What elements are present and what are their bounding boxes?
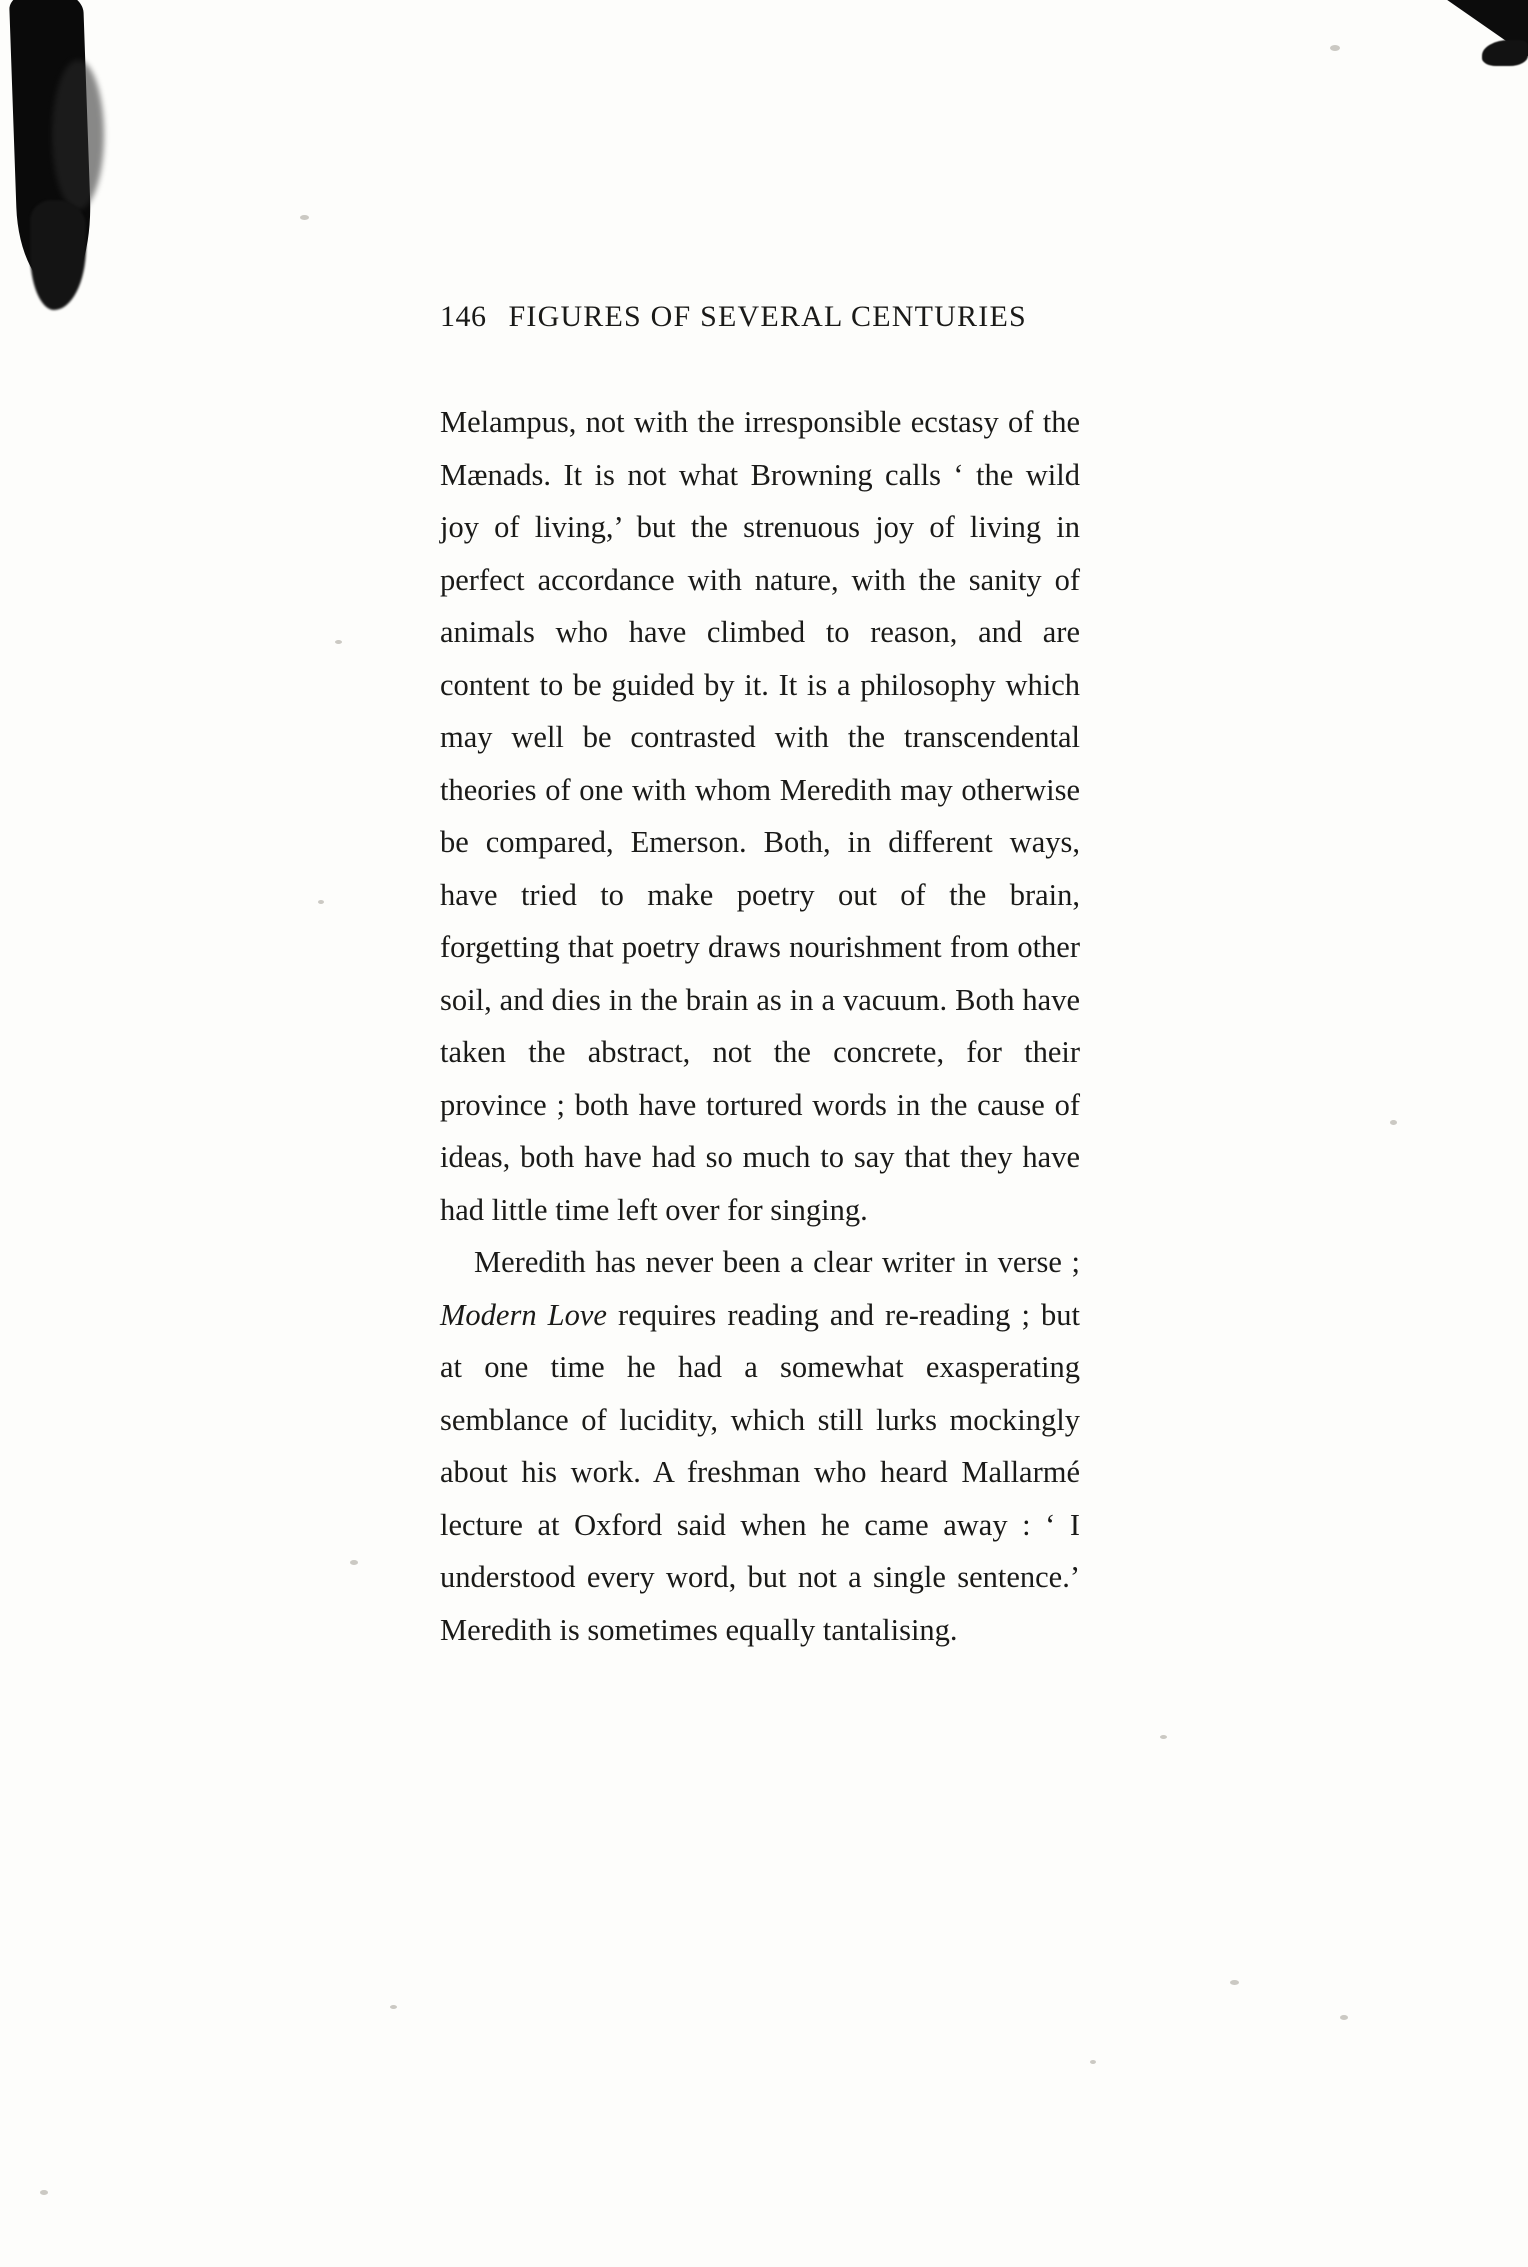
scan-speck <box>350 1560 358 1565</box>
scan-speck <box>40 2190 48 2195</box>
scan-speck <box>1340 2015 1348 2020</box>
page-corner-mark <box>1418 0 1528 90</box>
page-number: 146 <box>440 300 487 333</box>
paragraph-2-rest: requires reading and re-reading ; but at one time he had a somewhat exasperating semblance of lucidity, which still lurks mockingly about his work. A freshman who heard Mallarmé lecture at Oxford said when he came away : ‘ I understood every word, but not a single sentence.’ Meredith is sometimes equally tantalising. <box>440 1297 1080 1647</box>
body-paragraph-2 <box>440 1236 1080 1656</box>
work-title-modern-love: Modern Love <box>440 1297 607 1332</box>
running-head <box>440 300 1080 334</box>
scan-speck <box>1390 1120 1397 1125</box>
scan-speck <box>1160 1735 1167 1739</box>
page-text-block <box>440 300 1080 1656</box>
scan-speck <box>335 640 342 644</box>
scan-speck <box>300 215 309 220</box>
scan-speck <box>1330 45 1340 51</box>
paragraph-2-lead: Meredith has never been a clear writer in verse ; <box>474 1245 1080 1279</box>
scan-speck <box>390 2005 397 2009</box>
scan-speck <box>318 900 324 904</box>
scan-speck <box>1090 2060 1096 2064</box>
running-title: FIGURES OF SEVERAL CENTURIES <box>508 300 1027 333</box>
scan-speck <box>1230 1980 1239 1985</box>
binding-shadow-blotch <box>0 0 120 330</box>
body-paragraph-1: Melampus, not with the irresponsible ecstasy of the Mænads. It is not what Browning calls ‘ the wild joy of living,’ but the strenuous joy of living in perfect accordance with nature, with the sanity of animals who have climbed to reason, and are content to be guided by it. It is a philosophy which may well be contrasted with the transcendental theories of one with whom Meredith may otherwise be compared, Emerson. Both, in different ways, have tried to make poetry out of the brain, forgetting that poetry draws nourishment from other soil, and dies in the brain as in a vacuum. Both have taken the abstract, not the concrete, for their province ; both have tortured words in the cause of ideas, both have had so much to say that they have had little time left over for singing. <box>440 405 1080 1227</box>
